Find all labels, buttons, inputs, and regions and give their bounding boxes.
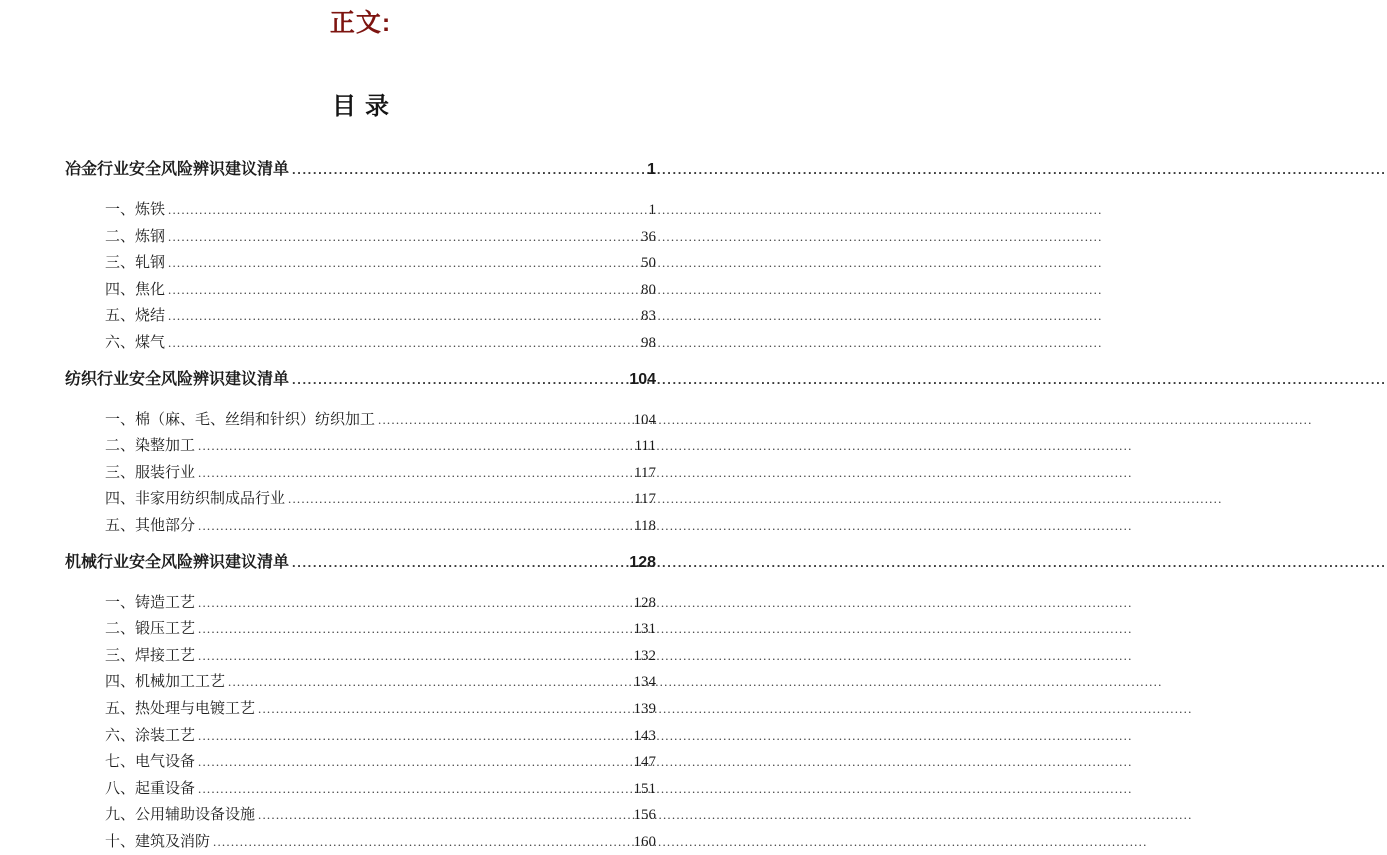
dot-leader: [168, 250, 639, 277]
toc-entry-label: 五、其他部分: [105, 517, 196, 534]
toc-entry-label: 三、焊接工艺: [105, 647, 196, 664]
toc-entry-page-number: 134: [633, 674, 656, 691]
toc-entry-page-number: 1: [648, 202, 656, 218]
toc-section-heading-row: [65, 367, 656, 393]
toc-section-items: [65, 590, 656, 855]
toc-section: [65, 550, 656, 855]
toc-entry-label: 五、热处理与电镀工艺: [105, 700, 256, 717]
toc-entry-row: [65, 829, 656, 855]
dot-leader: [168, 224, 639, 251]
toc-entry-row: [65, 277, 656, 304]
toc-entry-row: [65, 802, 656, 829]
toc-entry-page-number: 117: [634, 491, 656, 508]
document-body-header: 正文:: [329, 9, 392, 37]
dot-leader: [213, 829, 631, 855]
dot-leader: [198, 749, 631, 776]
dot-leader: [198, 590, 631, 617]
dot-leader: [292, 367, 627, 393]
toc-entry-row: [65, 433, 656, 460]
toc-entry-page-number: 128: [633, 594, 656, 611]
toc-entry-label: 四、机械加工工艺: [105, 674, 226, 691]
toc-entry-label: 十、建筑及消防: [105, 833, 211, 850]
toc-entry-label: 二、锻压工艺: [105, 621, 196, 638]
toc-section-heading-row: [65, 157, 656, 183]
dot-leader: [258, 802, 631, 829]
dot-leader: [198, 433, 633, 460]
toc-section-title: 机械行业安全风险辨识建议清单: [65, 553, 290, 571]
toc-section-items: [65, 197, 656, 357]
toc-entry-page-number: 98: [641, 334, 656, 351]
toc-entry-row: [65, 669, 656, 696]
dot-leader: [228, 669, 631, 696]
dot-leader: [168, 277, 639, 304]
toc-entry-row: [65, 407, 656, 434]
dot-leader: [258, 696, 631, 723]
dot-leader: [292, 157, 645, 183]
toc-entry-page-number: 50: [641, 255, 656, 272]
toc-entry-page-number: 151: [633, 780, 656, 797]
toc-entry-page-number: 160: [633, 833, 656, 850]
toc: [65, 157, 656, 855]
toc-entry-label: 二、染整加工: [105, 438, 196, 455]
toc-section: [65, 157, 656, 357]
toc-entry-row: [65, 696, 656, 723]
toc-entry-row: [65, 723, 656, 750]
toc-section-page-number: 1: [647, 161, 656, 178]
toc-entry-label: 五、烧结: [105, 308, 166, 325]
toc-section: [65, 367, 656, 540]
dot-leader: [198, 616, 631, 643]
toc-entry-page-number: 132: [633, 647, 656, 664]
toc-entry-label: 七、电气设备: [105, 754, 196, 771]
toc-entry-label: 四、焦化: [105, 281, 166, 298]
dot-leader: [198, 513, 632, 540]
dot-leader: [168, 197, 646, 224]
toc-section-page-number: 128: [629, 553, 656, 571]
toc-entry-row: [65, 513, 656, 540]
toc-entry-label: 一、铸造工艺: [105, 594, 196, 611]
toc-title: 目录: [332, 94, 398, 120]
toc-entry-row: [65, 303, 656, 330]
toc-entry-row: [65, 460, 656, 487]
toc-entry-row: [65, 616, 656, 643]
toc-entry-row: [65, 643, 656, 670]
toc-section-title: 冶金行业安全风险辨识建议清单: [65, 161, 290, 178]
toc-entry-page-number: 104: [633, 411, 656, 428]
toc-entry-label: 一、棉（麻、毛、丝绢和针织）纺织加工: [105, 411, 376, 428]
toc-entry-page-number: 117: [634, 464, 656, 481]
toc-entry-row: [65, 590, 656, 617]
dot-leader: [198, 776, 631, 803]
dot-leader: [198, 723, 631, 750]
toc-entry-label: 二、炼钢: [105, 228, 166, 245]
toc-entry-page-number: 139: [633, 700, 656, 717]
toc-entry-label: 六、涂装工艺: [105, 727, 196, 744]
toc-entry-page-number: 156: [633, 807, 656, 824]
toc-entry-label: 三、轧钢: [105, 255, 166, 272]
dot-leader: [288, 486, 632, 513]
dot-leader: [168, 330, 639, 357]
dot-leader: [378, 407, 631, 434]
toc-entry-row: [65, 330, 656, 357]
dot-leader: [198, 460, 632, 487]
toc-entry-row: [65, 776, 656, 803]
toc-entry-label: 六、煤气: [105, 334, 166, 351]
toc-entry-page-number: 131: [633, 621, 656, 638]
toc-entry-page-number: 111: [634, 438, 656, 455]
toc-entry-label: 三、服装行业: [105, 464, 196, 481]
dot-leader: [198, 643, 631, 670]
toc-section-heading-row: [65, 550, 656, 576]
toc-entry-page-number: 36: [641, 228, 656, 245]
dot-leader: [168, 303, 639, 330]
toc-entry-row: [65, 224, 656, 251]
toc-entry-label: 一、炼铁: [105, 202, 166, 218]
toc-entry-page-number: 118: [634, 517, 656, 534]
toc-entry-label: 八、起重设备: [105, 780, 196, 797]
toc-entry-row: [65, 486, 656, 513]
toc-section-title: 纺织行业安全风险辨识建议清单: [65, 370, 290, 388]
toc-entry-label: 四、非家用纺织制成品行业: [105, 491, 286, 508]
toc-entry-label: 九、公用辅助设备设施: [105, 807, 256, 824]
toc-entry-row: [65, 250, 656, 277]
toc-entry-page-number: 147: [633, 754, 656, 771]
toc-section-items: [65, 407, 656, 540]
toc-entry-page-number: 83: [641, 308, 656, 325]
dot-leader: [292, 550, 627, 576]
toc-entry-row: [65, 749, 656, 776]
toc-entry-row: [65, 197, 656, 224]
toc-entry-page-number: 143: [633, 727, 656, 744]
toc-entry-page-number: 80: [641, 281, 656, 298]
toc-section-page-number: 104: [629, 370, 656, 388]
